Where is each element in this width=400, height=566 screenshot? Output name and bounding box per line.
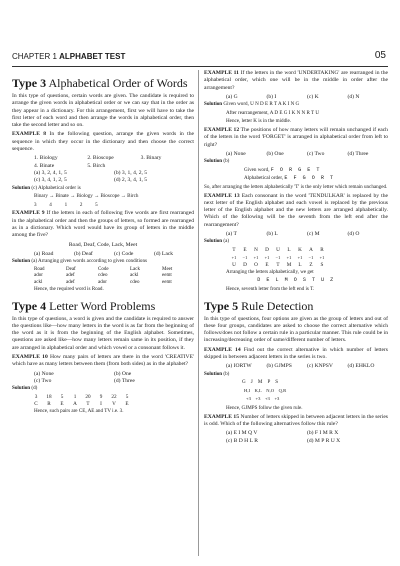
chapter-title: ALPHABET TEST	[59, 52, 126, 61]
type4-heading: Type 4 Letter Word Problems	[12, 298, 156, 313]
example-10: EXAMPLE 10 How many pairs of letters are there in the word 'CREATIVE' which have as many letters between them (from both sides) as in the alphabet? (a) None (b) One (c) Two (d) Three Solution (d) 3 18 5 1 20 9 22 5 C R E A T I V E Hence, such pairs are CE, AE and TV i.e. 3.	[12, 354, 194, 415]
example-10-numbers: 3 18 5 1 20 9 22 5	[34, 393, 129, 400]
example-10-letters: C R E A T I V E	[34, 401, 129, 408]
example-12-options: (a) None (b) One (c) Two (d) Three	[226, 150, 369, 157]
right-column	[204, 70, 388, 445]
running-head	[12, 52, 125, 61]
example-14: EXAMPLE 14 Find out the correct alternative in which number of letters skipped in between adjacent letters in the series is two. (a) IORTW (b) GJMPS (c) KNPSV (d) EHKLO Solution (b) G J M P S H,I K,L N,O Q,R +3 +3 +3 +3 Hence, GJMPS follow the given rule.	[204, 346, 388, 412]
example-12-alphabetical: Alphabetical order, E F G O R T	[244, 175, 335, 182]
example-9: EXAMPLE 9 If the letters in each of following five words are first rearranged in the alphabetical order and then the groups of letters, so formed are rearranged as in a dictionary. Which word would have its group of letters in the middle among the five? Road, Deaf, Code, Lack, Meet (a) Road (b) Deaf (c) Code (d) Lack Solution (a) Arranging given words according to given conditions Road Deaf Code Lack Meet ador adef cdeo ackl eemt ackl adef ador cdeo eemt Hence, the required word is Road.	[12, 210, 194, 292]
example-12-solution: Solution (b)	[204, 158, 230, 165]
example-8-sequence: Binary → Binate → Biology → Bioscope → Birch	[34, 193, 139, 200]
example-11-solution: Solution Given word, U N D E R T A K I N G	[204, 101, 300, 108]
example-14-letters: G J M P S	[242, 379, 279, 386]
header-rule	[12, 66, 388, 67]
example-8-options: (a) 3, 2, 4, 1, 5 (b) 3, 1, 4, 2, 5 (c) 3, 4, 1, 2, 5 (d) 2, 3, 4, 1, 5	[34, 169, 148, 184]
example-9-solution: Solution (a) Arranging given words according to given conditions	[12, 258, 147, 265]
chapter-label: CHAPTER 1	[12, 52, 57, 61]
example-10-options: (a) None (b) One (c) Two (d) Three	[34, 370, 135, 384]
example-12-given: Given word, F O R G E T	[244, 166, 321, 173]
example-9-answer: Hence, the required word is Road.	[34, 285, 104, 292]
column-divider	[198, 70, 199, 556]
example-11-answer: Hence, letter K is in the middle.	[226, 118, 292, 125]
page-header	[12, 50, 388, 64]
example-8-sequence-numbers: 3 4 1 2 5	[34, 201, 98, 208]
example-13-options: (a) T (b) L (c) M (d) O	[226, 231, 360, 238]
example-13: EXAMPLE 13 Each consonant in the word 'TENDULKAR' is replaced by the next letter of the English alphabet and each vowel is replaced by the previous letter of the English alphabet and the new letters are arranged alphabetically. Which of the following will be the seventh from the left end after the rearrangement? (a) T (b) L (c) M (d) O Solution (a) T E N D U L K A R +1 −1 +1 +1 −1 +1 +1 −1 +1 U D O E T M L Z S Arranging the letters alphabetically, we get D E L M O S T U Z Hence, seventh letter from the left end is T.	[204, 192, 388, 292]
example-10-solution: Solution (d)	[12, 385, 38, 392]
example-9-table: Road Deaf Code Lack Meet ador adef cdeo ackl eemt ackl adef ador cdeo eemt	[34, 266, 173, 285]
example-11-rearranged: After rearrangement, A D E G I K N N R T U	[226, 109, 320, 116]
example-10-answer: Hence, such pairs are CE, AE and TV i.e. 3.	[34, 408, 124, 415]
example-14-differences: +3 +3 +3 +3	[246, 396, 280, 402]
example-13-word: T E N D U L K A R	[232, 246, 324, 253]
page-number: 05	[374, 50, 386, 61]
example-13-solution: Solution (a)	[204, 238, 230, 245]
example-15-options: (a) E I M Q V (b) F I M R X (c) B D H L R (d) M P R U X	[226, 430, 341, 444]
type3-heading: Type 3 Alphabetical Order of Words	[12, 76, 188, 90]
example-13-answer: Hence, seventh letter from the left end is T.	[226, 285, 315, 292]
type3-intro: In this type of questions, certain words are given. The candidate is required to arrange the given words in alphabetical order or we can say that in the order as they appear in a dictionary. For this arrangement, first we will have to take the first letter of each word and then arrange the words in alphabetical order, then take the second letter and so on.	[12, 93, 194, 129]
type4-intro: In this type of questions, a word is given and the candidate is required to answer the questions like—how many letters in the word is as far from the beginning of the word as it is from the beginning of the English alphabet. Sometimes, questions are asked like—how many letters remain same in its position, if they are arranged in alphabetical order and which vowel or a consonant follows it.	[12, 315, 194, 351]
example-14-answer: Hence, GJMPS follow the given rule.	[226, 405, 303, 412]
example-8-solution: Solution (c) Alphabetical order is	[12, 184, 81, 191]
example-14-skipped: H,I K,L N,O Q,R	[244, 387, 287, 393]
example-13-result: U D O E T M L Z S	[232, 261, 324, 268]
example-8-words: 1. Biology 2. Bioscope 3. Binary 4. Binate 5. Birch	[34, 155, 162, 169]
example-14-solution: Solution (b)	[204, 370, 230, 377]
example-14-options: (a) IORTW (b) GJMPS (c) KNPSV (d) EHKLO	[226, 363, 375, 370]
example-9-options: (a) Road (b) Deaf (c) Code (d) Lack	[34, 250, 174, 257]
left-column	[12, 70, 194, 417]
type5-intro: In this type of questions, four options are given as the group of letters and out of these four groups, candidates are asked to choose the correct alternative which follows/does not follow a certain rule in a particular manner. This rule could be in increasing/decreasing order of same/different number of letters.	[204, 315, 388, 344]
example-9-words: Road, Deaf, Code, Lack, Meet	[68, 241, 138, 248]
example-8: EXAMPLE 8 In the following question, arrange the given words in the sequence in which they occur in the dictionary and then choose the correct sequence. 1. Biology 2. Bioscope 3. Binary 4. Binate 5. Birch (a) 3, 2, 4, 1, 5 (b) 3, 1, 4, 2, 5 (c) 3, 4, 1, 2, 5 (d) 2, 3, 4, 1, 5 Solution (c) Alphabetical order is Binary → Binate → Biology → Bioscope → Birch 3 4 1 2 5	[12, 131, 194, 208]
type5-heading: Type 5 Rule Detection	[204, 298, 314, 313]
example-13-arranged: D E L M O S T U Z	[257, 277, 335, 284]
example-12-answer: So, after arranging the letters alphabetically 'T' is the only letter which remain unchanged.	[204, 183, 388, 190]
example-13-operations: +1 −1 +1 +1 −1 +1 +1 −1 +1	[231, 255, 325, 261]
example-13-arranged-label: Arranging the letters alphabetically, we get	[226, 268, 314, 275]
example-15: EXAMPLE 15 Number of letters skipped in between adjacent letters in the series is odd. Which of the following alternatives follow this rule? (a) E I M Q V (b) F I M R X (c) B D H L R (d) M P R U X	[204, 413, 388, 444]
example-12: EXAMPLE 12 The positions of how many letters will remain unchanged if each of the letters in the word 'FORGET' is arranged in alphabetical order from left to right? (a) None (b) One (c) Two (d) Three Solution (b) Given word, F O R G E T Alphabetical order, E F G O R T So, after arranging the letters alphabetically 'T' is the only letter which remain unchanged.	[204, 126, 388, 190]
example-11-options: (a) G (b) I (c) K (d) N	[226, 93, 360, 100]
example-11: EXAMPLE 11 If the letters in the word 'UNDERTAKING' are rearranged in the alphabetical order, which one will be in the middle in order after the arrangement? (a) G (b) I (c) K (d) N Solution Given word, U N D E R T A K I N G After rearrangement, A D E G I K N N R T U Hence, letter K is in the middle.	[204, 70, 388, 125]
